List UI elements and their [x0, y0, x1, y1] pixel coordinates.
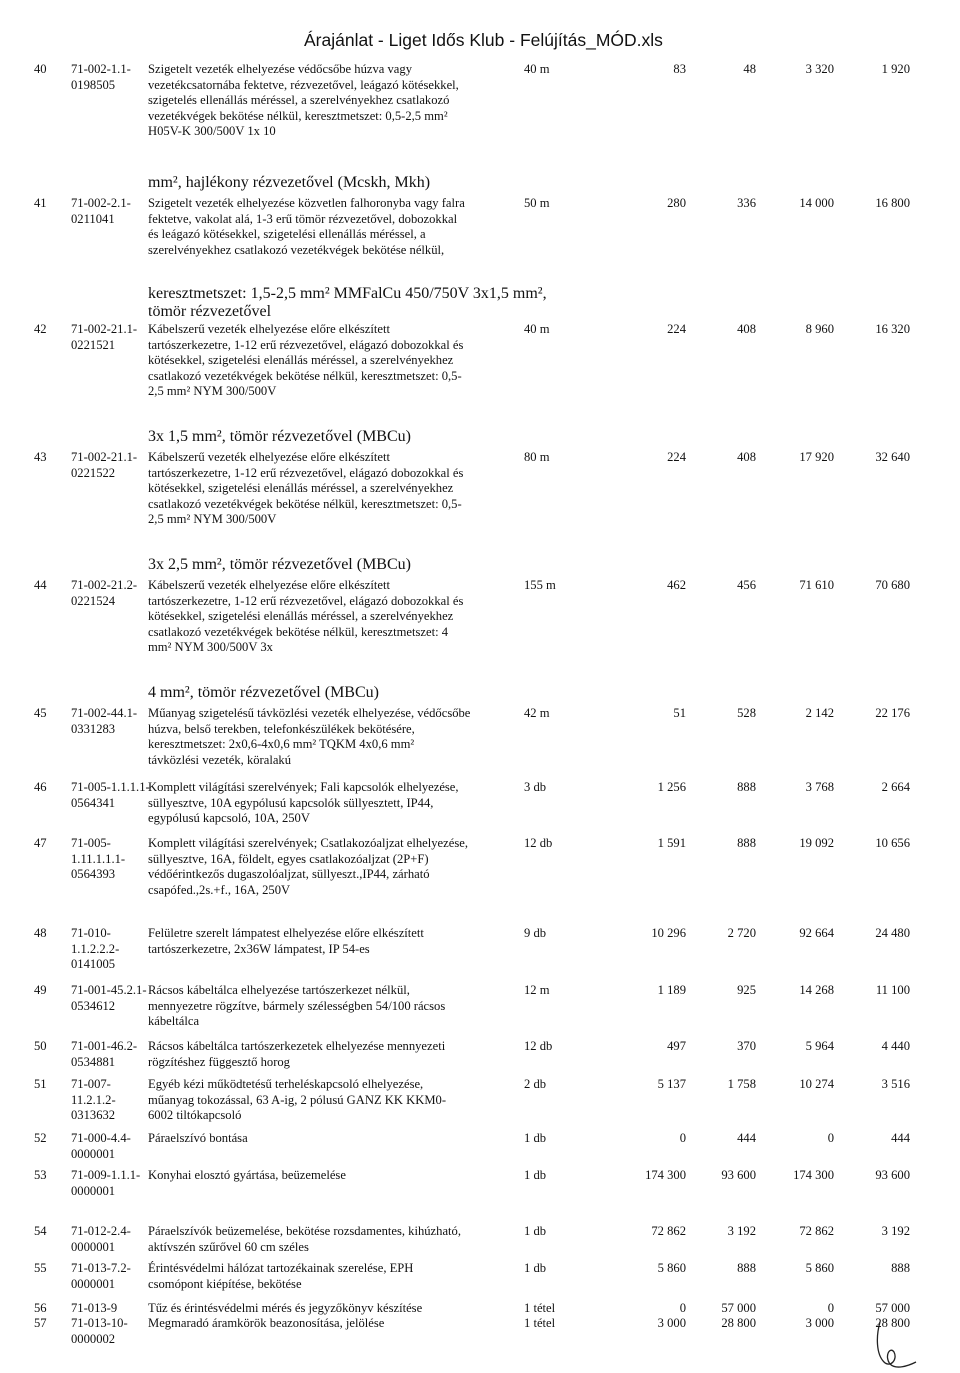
- total-material: 10 274: [799, 1077, 834, 1091]
- description-line: Páraelszívó bontása: [148, 1131, 248, 1145]
- row-number: 55: [34, 1261, 47, 1275]
- description-line: fektetve, vakolat alá, 1-3 erű tömör rézvezetővel, dobozokkal: [148, 211, 458, 226]
- continuation-line: tömör rézvezetővel: [148, 302, 272, 320]
- item-code-line: 71-013-7.2-: [71, 1261, 131, 1275]
- item-code-line: 71-005-: [71, 836, 111, 850]
- total-labor: 28 800: [875, 1316, 910, 1330]
- item-code-line: 0534881: [71, 1054, 116, 1069]
- total-material: 3 768: [805, 780, 834, 794]
- description-line: Egyéb kézi működtetésű terheléskapcsoló elhelyezése,: [148, 1077, 424, 1091]
- item-code: [71, 706, 137, 737]
- item-code-line: 0000001: [71, 1146, 116, 1161]
- unit-material-price: 0: [679, 1131, 686, 1145]
- item-description: [148, 62, 528, 140]
- total-material: 2 142: [805, 706, 834, 720]
- unit-material-price: 1 591: [657, 836, 686, 850]
- item-description: [148, 1316, 528, 1332]
- description-line: Kábelszerű vezeték elhelyezése előre elkészített: [148, 450, 390, 464]
- row-number: 53: [34, 1168, 47, 1182]
- document-title: Árajánlat - Liget Idős Klub - Felújítás_MÓD.xls: [304, 30, 663, 50]
- total-material: 5 860: [805, 1261, 834, 1275]
- total-material: 19 092: [799, 836, 834, 850]
- description-line: kötésekkel, szigetelési elenállás méréssel, a szerelvényekhez: [148, 481, 454, 496]
- row-number: 40: [34, 62, 47, 76]
- item-description: [148, 1131, 528, 1147]
- total-labor: 22 176: [875, 706, 910, 720]
- row-number: 49: [34, 983, 47, 997]
- item-code: [71, 1077, 116, 1124]
- total-labor: 93 600: [875, 1168, 910, 1182]
- unit-material-price: 462: [667, 578, 686, 592]
- description-line: egypólusú kapcsoló, 10A, 250V: [148, 811, 310, 826]
- description-line: 2,5 mm² NYM 300/500V: [148, 512, 277, 527]
- unit-labor-price: 370: [737, 1039, 756, 1053]
- total-material: 0: [827, 1301, 834, 1315]
- total-labor: 3 516: [881, 1077, 910, 1091]
- unit-labor-price: 528: [737, 706, 756, 720]
- row-number: 50: [34, 1039, 47, 1053]
- quantity: 9 db: [524, 926, 547, 940]
- item-code: [71, 983, 147, 1014]
- item-code-line: 0313632: [71, 1108, 116, 1123]
- item-code-line: 0000001: [71, 1276, 116, 1291]
- row-number: 51: [34, 1077, 47, 1091]
- continuation-line: mm², hajlékony rézvezetővel (Mcskh, Mkh): [148, 174, 431, 192]
- total-labor: 57 000: [875, 1301, 910, 1315]
- description-line: Szigetelt vezeték elhelyezése közvetlen falhoronyba vagy falra: [148, 196, 465, 210]
- description-line: 2,5 mm² NYM 300/500V: [148, 384, 277, 399]
- description-line: H05V-K 300/500V 1x 10: [148, 124, 276, 139]
- unit-material-price: 1 256: [657, 780, 686, 794]
- handwritten-signature: [872, 1316, 922, 1371]
- quantity: 40 m: [524, 62, 550, 76]
- quantity: 12 db: [524, 836, 553, 850]
- quantity: 1 db: [524, 1131, 547, 1145]
- item-code-line: 0211041: [71, 211, 115, 226]
- unit-material-price: 5 137: [657, 1077, 686, 1091]
- item-code: [71, 926, 119, 973]
- unit-labor-price: 888: [737, 836, 756, 850]
- item-code-line: 0000002: [71, 1331, 116, 1346]
- total-material: 0: [827, 1131, 834, 1145]
- item-code-line: 71-002-21.2-: [71, 578, 138, 592]
- quantity: 1 db: [524, 1261, 547, 1275]
- description-line: és leágazó kötésekkel, szigetelési ellenállás méréssel, a: [148, 227, 426, 242]
- item-description: [148, 983, 528, 1030]
- description-line: Komplett világítási szerelvények; Fali kapcsolók elhelyezése,: [148, 780, 459, 794]
- row-number: 42: [34, 322, 47, 336]
- description-line: Kábelszerű vezeték elhelyezése előre elkészített: [148, 578, 390, 592]
- description-line: csapófed.,2s.+f., 16A, 250V: [148, 882, 291, 897]
- total-labor: 4 440: [881, 1039, 910, 1053]
- item-code: [71, 836, 125, 883]
- unit-material-price: 280: [667, 196, 686, 210]
- item-code-line: 11.2.1.2-: [71, 1092, 116, 1107]
- unit-material-price: 174 300: [645, 1168, 686, 1182]
- total-labor: 16 320: [875, 322, 910, 336]
- description-continuation: [148, 174, 528, 192]
- description-line: mm² NYM 300/500V 3x: [148, 640, 273, 655]
- item-code-line: 71-002-1.1-: [71, 62, 131, 76]
- total-material: 72 862: [799, 1224, 834, 1238]
- item-code-line: 71-001-45.2.1-: [71, 983, 147, 997]
- description-line: Rácsos kábeltálca tartószerkezetek elhelyezése mennyezeti: [148, 1039, 446, 1053]
- description-line: 6002 tiltókapcsoló: [148, 1108, 242, 1123]
- item-code: [71, 780, 150, 811]
- item-description: [148, 1224, 528, 1255]
- item-code: [71, 1316, 128, 1347]
- description-line: Konyhai elosztó gyártása, beüzemelése: [148, 1168, 346, 1182]
- total-material: 8 960: [805, 322, 834, 336]
- row-number: 45: [34, 706, 47, 720]
- item-code: [71, 1131, 131, 1162]
- item-code-line: 71-000-4.4-: [71, 1131, 131, 1145]
- item-code-line: 0331283: [71, 721, 116, 736]
- total-material: 71 610: [799, 578, 834, 592]
- description-line: rögzítéshez függesztő horog: [148, 1054, 290, 1069]
- total-labor: 1 920: [881, 62, 910, 76]
- total-labor: 3 192: [881, 1224, 910, 1238]
- item-code-line: 1.11.1.1.1-: [71, 851, 126, 866]
- quantity: 1 db: [524, 1224, 547, 1238]
- item-code-line: 0564341: [71, 795, 116, 810]
- quantity: 40 m: [524, 322, 550, 336]
- item-code-line: 0000001: [71, 1183, 116, 1198]
- item-code-line: 0221522: [71, 465, 116, 480]
- quantity: 80 m: [524, 450, 550, 464]
- total-labor: 16 800: [875, 196, 910, 210]
- unit-labor-price: 336: [737, 196, 756, 210]
- unit-labor-price: 1 758: [727, 1077, 756, 1091]
- description-line: Kábelszerű vezeték elhelyezése előre elkészített: [148, 322, 390, 336]
- description-line: távközlési vezeték, köralakú: [148, 752, 292, 767]
- description-line: Megmaradó áramkörök beazonosítása, jelölése: [148, 1316, 385, 1330]
- description-line: Páraelszívók beüzemelése, bekötése rozsdamentes, kihúzható,: [148, 1224, 461, 1238]
- item-description: [148, 706, 528, 768]
- quantity: 155 m: [524, 578, 556, 592]
- total-labor: 10 656: [875, 836, 910, 850]
- item-code-line: 71-012-2.4-: [71, 1224, 131, 1238]
- description-line: mennyezetre rögzítve, bármely szélességben 54/100 rácsos: [148, 998, 446, 1013]
- item-code-line: 0564393: [71, 867, 116, 882]
- continuation-line: keresztmetszet: 1,5-2,5 mm² MMFalCu 450/750V 3x1,5 mm²,: [148, 284, 547, 302]
- total-labor: 70 680: [875, 578, 910, 592]
- item-description: [148, 578, 528, 656]
- item-code-line: 71-001-46.2-: [71, 1039, 138, 1053]
- total-material: 14 000: [799, 196, 834, 210]
- unit-material-price: 72 862: [651, 1224, 686, 1238]
- unit-material-price: 497: [667, 1039, 686, 1053]
- description-line: süllyesztve, 16A, földelt, egyes csatlakozóaljzat (2P+F): [148, 851, 429, 866]
- item-code-line: 71-010-: [71, 926, 111, 940]
- total-labor: 24 480: [875, 926, 910, 940]
- item-description: [148, 322, 528, 400]
- unit-material-price: 224: [667, 450, 686, 464]
- unit-material-price: 0: [679, 1301, 686, 1315]
- item-code-line: 0221524: [71, 593, 116, 608]
- quantity: 2 db: [524, 1077, 547, 1091]
- description-line: Komplett világítási szerelvények; Csatlakozóaljzat elhelyezése,: [148, 836, 468, 850]
- description-line: csatlakozó vezetékvégek bekötése nélkül, keresztmetszet: 4: [148, 624, 449, 639]
- quantity: 1 tétel: [524, 1316, 556, 1330]
- item-description: [148, 1301, 528, 1317]
- item-description: [148, 196, 528, 258]
- unit-material-price: 10 296: [651, 926, 686, 940]
- item-description: [148, 836, 528, 898]
- description-line: vezetékvégek bekötése nélkül, keresztmetszet: 0,5-2,5 mm²: [148, 108, 448, 123]
- unit-material-price: 1 189: [657, 983, 686, 997]
- unit-labor-price: 408: [737, 450, 756, 464]
- item-description: [148, 1039, 528, 1070]
- description-line: keresztmetszet: 2x0,6-4x0,6 mm² TQKM 4x0,6 mm²: [148, 737, 415, 752]
- quantity: 12 m: [524, 983, 550, 997]
- row-number: 48: [34, 926, 47, 940]
- total-material: 92 664: [799, 926, 834, 940]
- quantity: 50 m: [524, 196, 550, 210]
- unit-material-price: 5 860: [657, 1261, 686, 1275]
- description-line: tartószerkezetre, 2x36W lámpatest, IP 54-es: [148, 941, 370, 956]
- row-number: 46: [34, 780, 47, 794]
- description-line: húzva, belső terekben, telefonkészülékek bekötésére,: [148, 721, 415, 736]
- description-line: csatlakozó vezetékvégek bekötése nélkül, keresztmetszet: 0,5-: [148, 496, 462, 511]
- unit-labor-price: 925: [737, 983, 756, 997]
- item-code-line: 71-002-21.1-: [71, 322, 138, 336]
- total-labor: 11 100: [875, 983, 910, 997]
- unit-material-price: 51: [673, 706, 686, 720]
- row-number: 52: [34, 1131, 47, 1145]
- unit-labor-price: 48: [743, 62, 756, 76]
- description-line: védőérintkezős dugaszolóaljzat, süllyeszt.,IP44, zárható: [148, 867, 430, 882]
- description-line: kötésekkel, szigetelési elenállás méréssel, a szerelvényekhez: [148, 353, 454, 368]
- total-labor: 444: [891, 1131, 910, 1145]
- item-code: [71, 578, 137, 609]
- description-continuation: [148, 428, 528, 446]
- quantity: 3 db: [524, 780, 547, 794]
- description-line: Felületre szerelt lámpatest elhelyezése előre elkészített: [148, 926, 424, 940]
- description-continuation: [148, 684, 528, 702]
- description-continuation: [148, 556, 528, 574]
- item-code: [71, 1168, 140, 1199]
- unit-labor-price: 3 192: [727, 1224, 756, 1238]
- item-code-line: 0198505: [71, 77, 116, 92]
- unit-labor-price: 408: [737, 322, 756, 336]
- item-description: [148, 1261, 528, 1292]
- item-code-line: 71-009-1.1.1-: [71, 1168, 141, 1182]
- description-line: tartószerkezetre, 1-12 erű rézvezetővel, elágazó dobozokkal és: [148, 593, 464, 608]
- item-code: [71, 62, 131, 93]
- item-code: [71, 450, 137, 481]
- item-code: [71, 322, 137, 353]
- item-code-line: 71-013-9: [71, 1301, 118, 1315]
- unit-material-price: 3 000: [657, 1316, 686, 1330]
- total-material: 5 964: [805, 1039, 834, 1053]
- item-code-line: 0141005: [71, 957, 116, 972]
- total-material: 3 320: [805, 62, 834, 76]
- item-description: [148, 450, 528, 528]
- description-line: szigetelés ellenállás méréssel, a szerelvényekhez csatlakozó: [148, 93, 450, 108]
- description-continuation: [148, 284, 547, 321]
- item-code-line: 71-005-1.1.1.1-: [71, 780, 150, 794]
- unit-labor-price: 57 000: [721, 1301, 756, 1315]
- unit-material-price: 224: [667, 322, 686, 336]
- description-line: Műanyag szigetelésű távközlési vezeték elhelyezése, védőcsőbe: [148, 706, 471, 720]
- quantity: 12 db: [524, 1039, 553, 1053]
- row-number: 47: [34, 836, 47, 850]
- total-material: 174 300: [793, 1168, 834, 1182]
- quantity: 42 m: [524, 706, 550, 720]
- row-number: 44: [34, 578, 47, 592]
- item-code-line: 1.1.2.2.2-: [71, 941, 120, 956]
- quantity: 1 db: [524, 1168, 547, 1182]
- continuation-line: 3x 2,5 mm², tömör rézvezetővel (MBCu): [148, 556, 411, 574]
- description-line: szerelvényekhez csatlakozó vezetékvégek bekötése nélkül,: [148, 242, 445, 257]
- total-material: 3 000: [805, 1316, 834, 1330]
- unit-labor-price: 456: [737, 578, 756, 592]
- item-code-line: 0221521: [71, 337, 116, 352]
- unit-labor-price: 888: [737, 1261, 756, 1275]
- description-line: Érintésvédelmi hálózat tartozékainak szerelése, EPH: [148, 1261, 414, 1275]
- description-line: csomópont kiépítése, bekötése: [148, 1276, 302, 1291]
- item-code-line: 0534612: [71, 998, 116, 1013]
- description-line: csatlakozó vezetékvégek bekötése nélkül, keresztmetszet: 0,5-: [148, 368, 462, 383]
- row-number: 56: [34, 1301, 47, 1315]
- item-description: [148, 1077, 528, 1124]
- unit-labor-price: 28 800: [721, 1316, 756, 1330]
- unit-labor-price: 888: [737, 780, 756, 794]
- total-material: 17 920: [799, 450, 834, 464]
- item-code: [71, 1261, 131, 1292]
- item-code-line: 71-013-10-: [71, 1316, 128, 1330]
- item-description: [148, 926, 528, 957]
- unit-labor-price: 444: [737, 1131, 756, 1145]
- row-number: 43: [34, 450, 47, 464]
- description-line: aktívszén szűrővel 60 cm széles: [148, 1239, 309, 1254]
- unit-material-price: 83: [673, 62, 686, 76]
- description-line: tartószerkezetre, 1-12 erű rézvezetővel, elágazó dobozokkal és: [148, 337, 464, 352]
- total-labor: 2 664: [881, 780, 910, 794]
- total-labor: 32 640: [875, 450, 910, 464]
- continuation-line: 3x 1,5 mm², tömör rézvezetővel (MBCu): [148, 428, 411, 446]
- item-code-line: 71-002-21.1-: [71, 450, 138, 464]
- item-code-line: 71-002-2.1-: [71, 196, 131, 210]
- item-description: [148, 1168, 528, 1184]
- item-code: [71, 1224, 131, 1255]
- description-line: vezetékcsatornába fektetve, rézvezetővel, leágazó kötésekkel,: [148, 77, 459, 92]
- item-code: [71, 196, 131, 227]
- description-line: Tűz és érintésvédelmi mérés és jegyzőkönyv készítése: [148, 1301, 423, 1315]
- quantity: 1 tétel: [524, 1301, 556, 1315]
- item-code: [71, 1301, 117, 1317]
- description-line: Szigetelt vezeték elhelyezése védőcsőbe húzva vagy: [148, 62, 412, 76]
- description-line: tartószerkezetre, 1-12 erű rézvezetővel, elágazó dobozokkal és: [148, 465, 464, 480]
- item-code-line: 71-002-44.1-: [71, 706, 138, 720]
- unit-labor-price: 93 600: [721, 1168, 756, 1182]
- item-code-line: 0000001: [71, 1239, 116, 1254]
- item-description: [148, 780, 528, 827]
- continuation-line: 4 mm², tömör rézvezetővel (MBCu): [148, 684, 379, 702]
- row-number: 57: [34, 1316, 47, 1330]
- description-line: kábeltálca: [148, 1014, 200, 1029]
- row-number: 54: [34, 1224, 47, 1238]
- item-code-line: 71-007-: [71, 1077, 111, 1091]
- unit-labor-price: 2 720: [727, 926, 756, 940]
- row-number: 41: [34, 196, 47, 210]
- total-labor: 888: [891, 1261, 910, 1275]
- item-code: [71, 1039, 137, 1070]
- description-line: műanyag tokozással, 63 A-ig, 2 pólusú GANZ KK KKM0-: [148, 1092, 447, 1107]
- total-material: 14 268: [799, 983, 834, 997]
- description-line: kötésekkel, szigetelési elenállás méréssel, a szerelvényekhez: [148, 609, 454, 624]
- description-line: Rácsos kábeltálca elhelyezése tartószerkezet nélkül,: [148, 983, 410, 997]
- description-line: süllyesztve, 10A egypólusú kapcsolók süllyesztett, IP44,: [148, 795, 434, 810]
